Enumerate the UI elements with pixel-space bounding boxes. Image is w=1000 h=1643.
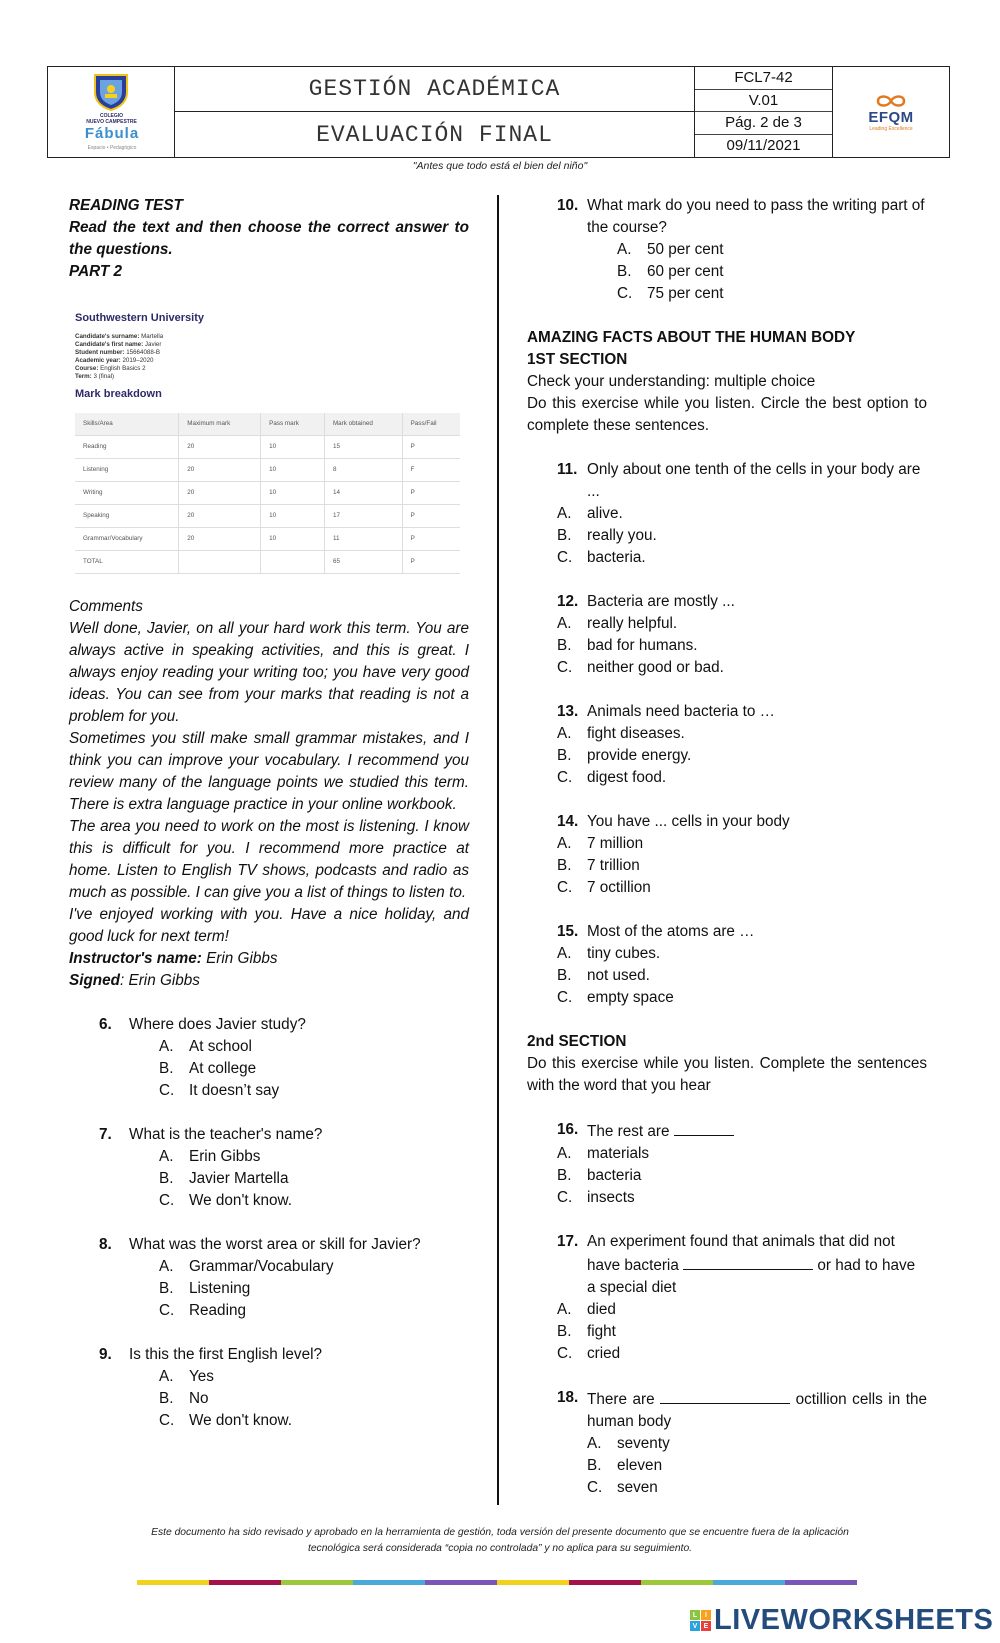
cell: 10 <box>261 436 325 459</box>
report-field <box>75 349 459 357</box>
cell: Reading <box>75 436 179 459</box>
cell: P <box>402 505 460 528</box>
option-c[interactable] <box>159 1080 469 1102</box>
field-label: Candidate's first name: <box>75 341 144 348</box>
section-1-instruction: Do this exercise while you listen. Circle the best option to complete these sentences. <box>527 395 927 434</box>
cell: Speaking <box>75 505 179 528</box>
report-field <box>75 357 459 365</box>
document-version: V.01 <box>695 90 832 113</box>
university-name: Southwestern University <box>75 312 204 324</box>
school-name <box>58 113 165 125</box>
title-gestion: GESTIÓN ACADÉMICA <box>175 67 694 112</box>
school-logo <box>48 67 175 157</box>
question-11 <box>527 459 927 569</box>
option-text: eleven <box>617 1457 663 1474</box>
option-b[interactable] <box>617 261 927 283</box>
cell: 10 <box>261 459 325 482</box>
table-row <box>75 528 460 551</box>
comments-title: Comments <box>69 598 143 615</box>
option-letter: C. <box>557 1189 573 1206</box>
option-a[interactable] <box>617 239 927 261</box>
option-c[interactable] <box>557 877 927 899</box>
option-text: 50 per cent <box>647 241 724 258</box>
option-letter: B. <box>557 747 572 764</box>
cell: 65 <box>324 551 402 574</box>
answer-blank[interactable] <box>674 1119 734 1136</box>
option-letter: A. <box>557 1145 572 1162</box>
question-10 <box>527 195 927 305</box>
signed-line <box>69 970 469 992</box>
option-letter: B. <box>159 1390 174 1407</box>
option-c[interactable] <box>557 767 927 789</box>
efqm-logo <box>833 67 949 157</box>
option-letter: A. <box>557 505 572 522</box>
question-12 <box>527 591 927 679</box>
option-letter: A. <box>557 1301 572 1318</box>
option-letter: C. <box>587 1479 603 1496</box>
option-text: It doesn’t say <box>189 1082 280 1099</box>
option-text: No <box>189 1390 209 1407</box>
report-field <box>75 365 459 373</box>
option-letter: B. <box>557 637 572 654</box>
mark-breakdown-title: Mark breakdown <box>75 388 162 400</box>
color-segment <box>281 1580 353 1585</box>
question-text: What mark do you need to pass the writing part of the course? <box>587 197 925 236</box>
color-segment <box>569 1580 641 1585</box>
option-a[interactable] <box>159 1036 469 1058</box>
document-code: FCL7-42 <box>695 67 832 90</box>
option-text: not used. <box>587 967 650 984</box>
option-c[interactable] <box>617 283 927 305</box>
question-number: 15. <box>557 923 579 940</box>
footer-line-1: Este documento ha sido revisado y aprobado en la herramienta de gestión, toda versión del presente documento que se encuentre fuera de la aplicación <box>151 1527 849 1538</box>
option-letter: C. <box>557 1345 573 1362</box>
option-letter: B. <box>557 857 572 874</box>
option-letter: A. <box>617 241 632 258</box>
cell: 8 <box>324 459 402 482</box>
field-label: Course: <box>75 365 99 372</box>
option-text: bacteria <box>587 1167 642 1184</box>
color-segment <box>353 1580 425 1585</box>
option-a[interactable] <box>159 1366 469 1388</box>
option-letter: B. <box>159 1170 174 1187</box>
option-a[interactable] <box>557 613 927 635</box>
option-text: died <box>587 1301 616 1318</box>
option-letter: A. <box>159 1368 174 1385</box>
question-number: 16. <box>557 1121 579 1138</box>
option-text: Grammar/Vocabulary <box>189 1258 334 1275</box>
option-a[interactable] <box>557 1299 927 1321</box>
column-header: Pass/Fail <box>402 413 460 436</box>
cell: 11 <box>324 528 402 551</box>
option-a[interactable] <box>557 503 927 525</box>
column-header: Skills/Area <box>75 413 179 436</box>
question-number: 7. <box>99 1126 112 1143</box>
option-text: Listening <box>189 1280 251 1297</box>
option-text: We don't know. <box>189 1412 292 1429</box>
block-l: L <box>690 1610 700 1620</box>
field-label: Academic year: <box>75 357 121 364</box>
option-b[interactable] <box>587 1455 927 1477</box>
question-text: Most of the atoms are … <box>587 923 755 940</box>
option-letter: C. <box>557 549 573 566</box>
option-a[interactable] <box>587 1433 927 1455</box>
question-text: What was the worst area or skill for Javier? <box>129 1236 421 1253</box>
option-text: tiny cubes. <box>587 945 661 962</box>
footer-disclaimer <box>80 1525 920 1557</box>
cell: P <box>402 551 460 574</box>
question-number: 13. <box>557 703 579 720</box>
option-text: 7 octillion <box>587 879 651 896</box>
table-row <box>75 436 460 459</box>
option-a[interactable] <box>557 943 927 965</box>
comments-block <box>69 596 469 992</box>
option-text: At college <box>189 1060 257 1077</box>
question-text: Bacteria are mostly ... <box>587 593 735 610</box>
column-header: Maximum mark <box>179 413 261 436</box>
motto: "Antes que todo está el bien del niño" <box>412 160 588 172</box>
cell: 15 <box>324 436 402 459</box>
option-text: Erin Gibbs <box>189 1148 261 1165</box>
option-b[interactable] <box>557 1165 927 1187</box>
option-letter: C. <box>159 1302 175 1319</box>
option-c[interactable] <box>557 1187 927 1209</box>
column-header: Pass mark <box>261 413 325 436</box>
question-text: Animals need bacteria to … <box>587 703 775 720</box>
question-17 <box>527 1231 927 1365</box>
question-text-after: or had to have a special diet <box>587 1257 916 1296</box>
table-row <box>75 482 460 505</box>
footer-line-2: tecnológica será considerada “copia no controlada” y no aplica para su seguimiento. <box>307 1543 693 1554</box>
cell: 20 <box>179 505 261 528</box>
document-meta <box>695 67 833 157</box>
option-text: 7 million <box>587 835 644 852</box>
option-text: really you. <box>587 527 657 544</box>
cell: F <box>402 459 460 482</box>
question-18 <box>527 1387 927 1499</box>
option-letter: A. <box>159 1258 174 1275</box>
question-text: The rest are <box>587 1123 674 1140</box>
option-text: provide energy. <box>587 747 692 764</box>
option-a[interactable] <box>557 723 927 745</box>
report-card <box>69 307 459 574</box>
cell: P <box>402 436 460 459</box>
option-c[interactable] <box>557 547 927 569</box>
report-field <box>75 341 459 349</box>
part-label: PART 2 <box>69 263 122 280</box>
option-letter: B. <box>557 1323 572 1340</box>
efqm-sub: Leading Excellence <box>869 125 913 132</box>
section-1-subtitle: Check your understanding: multiple choice <box>527 373 816 390</box>
option-c[interactable] <box>159 1190 469 1212</box>
question-text-after: octillion cells in the human body <box>587 1391 927 1430</box>
efqm-word: EFQM <box>868 108 914 126</box>
cell: 20 <box>179 482 261 505</box>
option-b[interactable] <box>159 1388 469 1410</box>
liveworksheets-logo[interactable] <box>690 1604 993 1637</box>
option-c[interactable] <box>159 1410 469 1432</box>
instructor-value: Erin Gibbs <box>201 950 278 967</box>
option-text: seventy <box>617 1435 670 1452</box>
table-row <box>75 459 460 482</box>
report-fields <box>75 333 459 381</box>
color-segment <box>641 1580 713 1585</box>
document-date: 09/11/2021 <box>726 137 801 155</box>
option-b[interactable] <box>557 855 927 877</box>
mark-breakdown-table <box>75 413 460 574</box>
option-c[interactable] <box>557 1343 927 1365</box>
option-letter: C. <box>557 879 573 896</box>
block-i: I <box>701 1610 711 1620</box>
field-value: 2019–2020 <box>122 357 154 364</box>
cell: 20 <box>179 436 261 459</box>
option-letter: A. <box>159 1038 174 1055</box>
question-number: 11. <box>557 461 578 478</box>
question-number: 14. <box>557 813 579 830</box>
cell: P <box>402 528 460 551</box>
question-13 <box>527 701 927 789</box>
option-text: Yes <box>189 1368 214 1385</box>
infinity-icon <box>874 93 908 109</box>
document-header <box>47 66 950 158</box>
option-letter: C. <box>617 285 633 302</box>
cell <box>261 551 325 574</box>
comment-paragraph: Sometimes you still make small grammar mistakes, and I think you can improve your vocabulary. I recommend you review many of the language points we studied this term. There is extra language practice in your online workbook. <box>69 730 469 813</box>
block-v: V <box>690 1621 700 1631</box>
option-letter: C. <box>159 1412 175 1429</box>
question-14 <box>527 811 927 899</box>
cell: 14 <box>324 482 402 505</box>
title-evaluacion: EVALUACIÓN FINAL <box>316 121 553 148</box>
option-letter: C. <box>557 659 573 676</box>
question-16 <box>527 1119 927 1209</box>
question-15 <box>527 921 927 1009</box>
table-row <box>75 505 460 528</box>
question-text: You have ... cells in your body <box>587 813 790 830</box>
cell: Grammar/Vocabulary <box>75 528 179 551</box>
option-letter: A. <box>587 1435 602 1452</box>
option-c[interactable] <box>159 1300 469 1322</box>
option-letter: A. <box>557 835 572 852</box>
answer-blank[interactable] <box>683 1253 813 1270</box>
question-text: What is the teacher's name? <box>129 1126 323 1143</box>
color-segment <box>785 1580 857 1585</box>
option-text: We don't know. <box>189 1192 292 1209</box>
option-text: Javier Martella <box>189 1170 289 1187</box>
question-6 <box>69 1014 469 1102</box>
option-text: digest food. <box>587 769 667 786</box>
block-e: E <box>701 1621 711 1631</box>
field-label: Term: <box>75 373 92 380</box>
instructor-line <box>69 948 469 970</box>
option-letter: C. <box>159 1082 175 1099</box>
option-letter: A. <box>557 945 572 962</box>
cell: 10 <box>261 528 325 551</box>
cell: 20 <box>179 528 261 551</box>
school-name-line2: NUEVO CAMPESTRE <box>86 119 137 125</box>
comment-paragraph: I've enjoyed working with you. Have a nice holiday, and good luck for next term! <box>69 906 469 945</box>
option-text: fight diseases. <box>587 725 685 742</box>
option-letter: C. <box>557 769 573 786</box>
question-number: 9. <box>99 1346 112 1363</box>
question-7 <box>69 1124 469 1212</box>
option-a[interactable] <box>557 833 927 855</box>
option-letter: C. <box>159 1192 175 1209</box>
field-value: 15664088-B <box>126 349 160 356</box>
option-text: bad for humans. <box>587 637 698 654</box>
option-letter: A. <box>557 725 572 742</box>
option-text: Reading <box>189 1302 246 1319</box>
comment-paragraph: The area you need to work on the most is listening. I know this is difficult for you. I recommend more practice at home. Listen to English TV shows, podcasts and radio as much as possible. I can give you a list of things to listen to. <box>69 818 469 901</box>
color-segment <box>425 1580 497 1585</box>
reading-instruction: Read the text and then choose the correct answer to the questions. <box>69 219 469 258</box>
cell <box>179 551 261 574</box>
question-text: There are <box>587 1391 661 1408</box>
question-text: Only about one tenth of the cells in your body are ... <box>587 461 921 500</box>
option-letter: B. <box>159 1060 174 1077</box>
question-9 <box>69 1344 469 1432</box>
option-letter: B. <box>557 967 572 984</box>
option-text: 7 trillion <box>587 857 640 874</box>
question-number: 10. <box>557 197 579 214</box>
field-value: Martella <box>141 333 164 340</box>
option-c[interactable] <box>587 1477 927 1499</box>
school-tagline: Espacio • Pedagógico <box>87 145 137 151</box>
table-row-total <box>75 551 460 574</box>
cell: 10 <box>261 482 325 505</box>
option-b[interactable] <box>557 525 927 547</box>
color-segment <box>713 1580 785 1585</box>
option-letter: C. <box>557 989 573 1006</box>
color-segment <box>209 1580 281 1585</box>
option-a[interactable] <box>557 1143 927 1165</box>
option-b[interactable] <box>159 1278 469 1300</box>
option-text: seven <box>617 1479 658 1496</box>
color-segment <box>137 1580 209 1585</box>
option-b[interactable] <box>159 1168 469 1190</box>
option-b[interactable] <box>557 965 927 987</box>
option-letter: B. <box>159 1280 174 1297</box>
school-shield-icon <box>92 72 130 112</box>
report-field <box>75 373 459 381</box>
header-titles <box>175 67 695 157</box>
option-text: alive. <box>587 505 623 522</box>
color-bar <box>137 1580 857 1585</box>
option-letter: B. <box>617 263 632 280</box>
field-value: Javier <box>144 341 162 348</box>
field-label: Candidate's surname: <box>75 333 140 340</box>
option-text: fight <box>587 1323 616 1340</box>
option-text: materials <box>587 1145 650 1162</box>
question-number: 18. <box>557 1389 579 1406</box>
option-letter: B. <box>587 1457 602 1474</box>
question-text: Is this the first English level? <box>129 1346 322 1363</box>
section-1-title: 1ST SECTION <box>527 351 628 368</box>
field-value: 3 (final) <box>93 373 115 380</box>
question-number: 6. <box>99 1016 112 1033</box>
field-label: Student number: <box>75 349 125 356</box>
option-letter: A. <box>557 615 572 632</box>
signed-value: : Erin Gibbs <box>120 972 200 989</box>
cell: Writing <box>75 482 179 505</box>
signed-label: Signed <box>69 972 120 989</box>
color-segment <box>497 1580 569 1585</box>
option-text: insects <box>587 1189 635 1206</box>
option-a[interactable] <box>159 1256 469 1278</box>
option-b[interactable] <box>557 1321 927 1343</box>
answer-blank[interactable] <box>660 1387 790 1404</box>
left-column <box>69 195 469 1432</box>
column-header: Mark obtained <box>324 413 402 436</box>
report-field <box>75 333 459 341</box>
option-text: 75 per cent <box>647 285 724 302</box>
option-b[interactable] <box>557 635 927 657</box>
section-title: AMAZING FACTS ABOUT THE HUMAN BODY <box>527 329 856 346</box>
cell: TOTAL <box>75 551 179 574</box>
cell: 17 <box>324 505 402 528</box>
instructor-label: Instructor's name: <box>69 950 202 967</box>
question-8 <box>69 1234 469 1322</box>
cell: 10 <box>261 505 325 528</box>
section-2-instruction: Do this exercise while you listen. Complete the sentences with the word that you hear <box>527 1055 927 1094</box>
cell: Listening <box>75 459 179 482</box>
live-blocks-icon <box>690 1610 711 1631</box>
question-number: 17. <box>557 1233 579 1250</box>
question-text: Where does Javier study? <box>129 1016 306 1033</box>
liveworksheets-wordmark: LIVEWORKSHEETS <box>714 1604 994 1636</box>
option-text: 60 per cent <box>647 263 724 280</box>
table-header-row <box>75 413 460 436</box>
cell: 20 <box>179 459 261 482</box>
option-text: At school <box>189 1038 252 1055</box>
option-letter: A. <box>159 1148 174 1165</box>
option-a[interactable] <box>159 1146 469 1168</box>
section-2-title: 2nd SECTION <box>527 1033 627 1050</box>
cell: P <box>402 482 460 505</box>
reading-test-heading: READING TEST <box>69 197 183 214</box>
column-divider <box>497 195 499 1505</box>
option-text: neither good or bad. <box>587 659 724 676</box>
question-number: 12. <box>557 593 579 610</box>
option-b[interactable] <box>159 1058 469 1080</box>
option-text: bacteria. <box>587 549 646 566</box>
right-column <box>527 195 927 1499</box>
option-c[interactable] <box>557 987 927 1009</box>
comment-paragraph: Well done, Javier, on all your hard work this term. You are always active in speaking activities, and this is great. I always enjoy reading your writing too; you have very good ideas. You can see from your marks that reading is not a problem for you. <box>69 620 469 725</box>
option-text: really helpful. <box>587 615 678 632</box>
option-letter: B. <box>557 1167 572 1184</box>
option-text: empty space <box>587 989 674 1006</box>
school-brand: Fábula <box>84 125 140 142</box>
option-c[interactable] <box>557 657 927 679</box>
question-number: 8. <box>99 1236 112 1253</box>
question-text: An experiment found that animals that did not have bacteria <box>587 1233 895 1274</box>
option-letter: B. <box>557 527 572 544</box>
field-value: English Basics 2 <box>100 365 146 372</box>
option-b[interactable] <box>557 745 927 767</box>
school-name-line1: COLEGIO <box>99 113 124 119</box>
page-number: Pág. 2 de 3 <box>695 112 832 135</box>
option-text: cried <box>587 1345 621 1362</box>
